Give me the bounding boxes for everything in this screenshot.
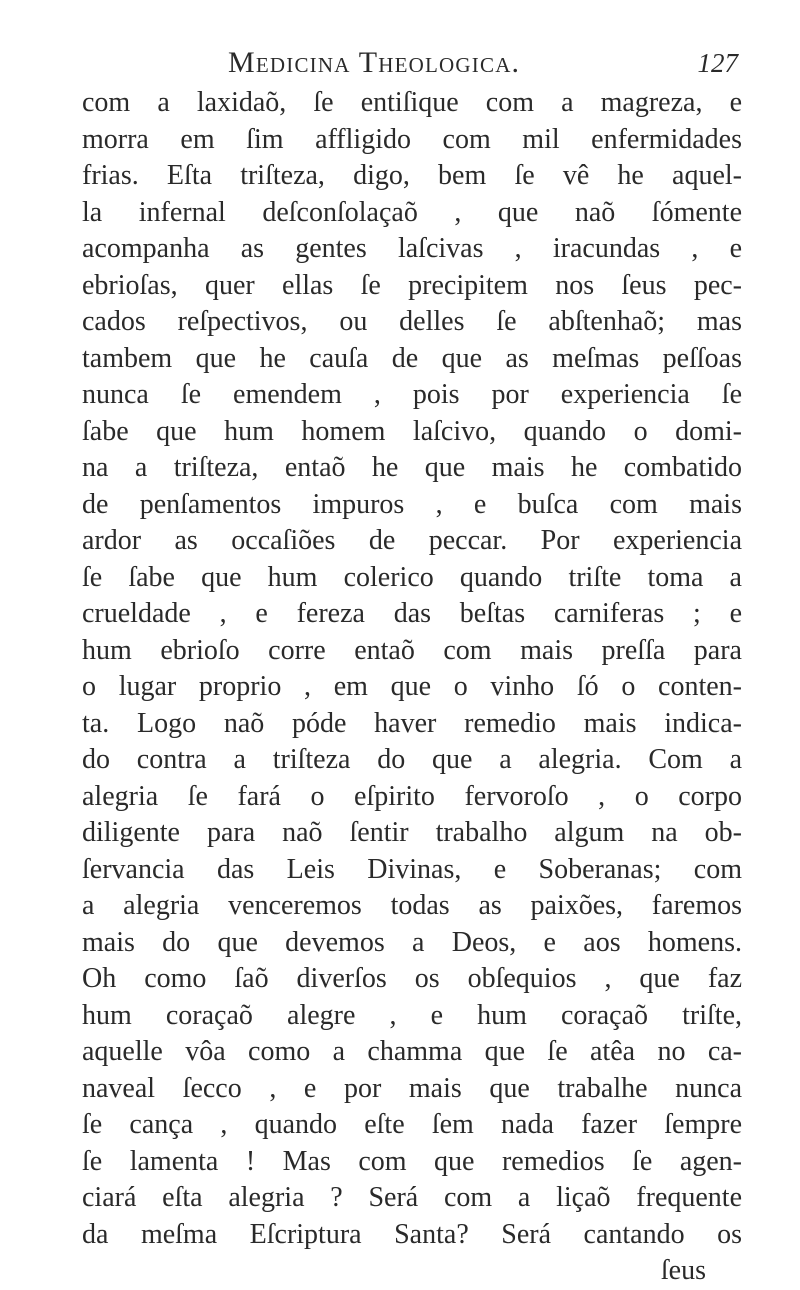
text-line: a alegria venceremos todas as paixões, faremos <box>82 890 742 921</box>
text-line: ciará eſta alegria ? Será com a liçaõ frequente <box>82 1182 742 1213</box>
text-line: hum coraçaõ alegre , e hum coraçaõ triſte, <box>82 999 742 1031</box>
text-line: do contra a triſteza do que a alegria. Com a <box>82 744 742 775</box>
text-line: ſabe que hum homem laſcivo, quando o domi- <box>82 415 742 447</box>
text-line: diligente para naõ ſentir trabalho algum na ob- <box>82 817 742 848</box>
text-line: de penſamentos impuros , e buſca com mais <box>82 488 742 520</box>
text-line: la infernal deſconſolaçaõ , que naõ ſómente <box>82 196 742 228</box>
text-line: nunca ſe emendem , pois por experiencia ſe <box>82 379 742 410</box>
body-text <box>82 85 742 1290</box>
text-line: ardor as occaſiões de peccar. Por experiencia <box>82 525 742 556</box>
text-line: ta. Logo naõ póde haver remedio mais indica- <box>82 707 742 739</box>
text-line: frias. Eſta triſteza, digo, bem ſe vê he aquel- <box>82 160 742 191</box>
text-line: ſe lamenta ! Mas com que remedios ſe agen- <box>82 1145 742 1177</box>
text-line: na a triſteza, entaõ he que mais he combatido <box>82 452 742 483</box>
text-line: alegria ſe fará o eſpirito fervoroſo , o corpo <box>82 780 742 812</box>
text-line: Oh como ſaõ diverſos os obſequios , que faz <box>82 963 742 994</box>
page-number: 127 <box>697 48 738 78</box>
text-line: da meſma Eſcriptura Santa? Será cantando os <box>82 1218 742 1250</box>
text-line: mais do que devemos a Deos, e aos homens. <box>82 926 742 958</box>
page-header <box>228 46 738 86</box>
text-line: ſervancia das Leis Divinas, e Soberanas; com <box>82 853 742 885</box>
text-line: com a laxidaõ, ſe entiſique com a magreza, e <box>82 87 742 118</box>
text-line: ebrioſas, quer ellas ſe precipitem nos ſeus pec- <box>82 269 742 301</box>
text-line: ſe ſabe que hum colerico quando triſte toma a <box>82 561 742 593</box>
catchword: ſeus <box>660 1255 706 1286</box>
text-line: aquelle vôa como a chamma que ſe atêa no ca- <box>82 1036 742 1067</box>
text-line: cados reſpectivos, ou delles ſe abſtenhaõ; mas <box>82 306 742 337</box>
text-line: o lugar proprio , em que o vinho ſó o conten- <box>82 671 742 702</box>
text-line: naveal ſecco , e por mais que trabalhe nunca <box>82 1072 742 1104</box>
text-line: acompanha as gentes laſcivas , iracundas , e <box>82 233 742 264</box>
text-line: crueldade , e fereza das beſtas carniferas ; e <box>82 598 742 629</box>
running-title: Medicina Theologica. <box>228 46 521 79</box>
text-line: hum ebrioſo corre entaõ com mais preſſa para <box>82 634 742 666</box>
text-line: ſe cança , quando eſte ſem nada fazer ſempre <box>82 1109 742 1140</box>
text-line: tambem que he cauſa de que as meſmas peſſoas <box>82 342 742 374</box>
text-line: morra em ſim affligido com mil enfermidades <box>82 123 742 155</box>
